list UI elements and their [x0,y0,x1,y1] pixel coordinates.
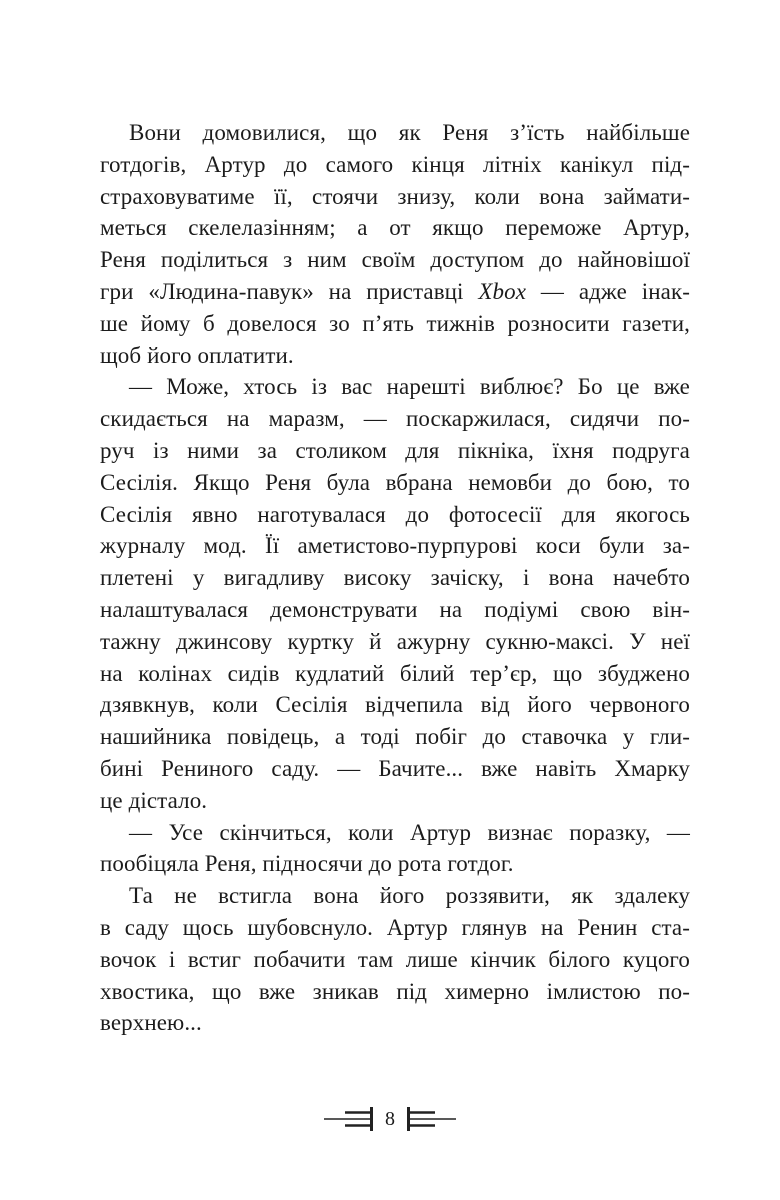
text-line: пообіцяла Реня, підносячи до рота готдог. [100,851,514,877]
text-line: Та не встигла вона його роззявити, як здалеку [129,883,690,909]
text-line: на колінах сидів кудлатий білий тер’єр, що збуджено [100,660,690,686]
text-line: бині Рениного саду. — Бачите... вже навіть Хмарку [100,755,690,781]
text-line: — Усе скінчиться, коли Артур визнає поразку, — [129,819,690,845]
footer-ornament-left-icon [324,1106,374,1132]
text-line: нашийника повідець, а тоді побіг до ставочка у гли- [100,724,690,750]
text-line: страховуватиме її, стоячи знизу, коли вона займати- [100,183,690,209]
page-text [100,117,690,1039]
text-line: тажну джинсову куртку й ажурну сукню-максі. У неї [100,628,690,654]
text-line: Реня поділиться з ним своїм доступом до найновішої [100,247,690,273]
text-line: готдогів, Артур до самого кінця літніх канікул під- [100,151,690,177]
text-line: налаштувалася демонструвати на подіумі свою він- [100,596,690,622]
text-line: руч із ними за столиком для пікніка, їхня подруга [100,437,690,463]
italic-text: Xbox [478,278,527,304]
text-line: це дістало. [100,787,208,813]
text-line: верхнею... [100,1010,202,1036]
footer-ornament-right-icon [406,1106,456,1132]
page-number: 8 [385,1108,395,1130]
text-line: скидається на маразм, — поскаржилася, сидячи по- [100,406,690,432]
text-line: в саду щось шубовснуло. Артур глянув на Ренин ста- [100,914,690,940]
text-line: хвостика, що вже зникав під химерно імлистою по- [100,978,690,1004]
text-line: — Може, хтось із вас нарешті виблює? Бо це вже [129,374,690,400]
text-line: вочок і встиг побачити там лише кінчик білого куцого [100,946,690,972]
text-line: плетені у вигадливу високу зачіску, і вона начебто [100,565,690,591]
page-footer [0,1103,780,1135]
text-line: гри «Людина-павук» на приставці Xbox — адже інак- [100,278,691,304]
text-line: щоб його оплатити. [100,342,294,368]
text-line: меться скелелазінням; а от якщо переможе Артур, [100,215,690,241]
text-line: ше йому б довелося зо п’ять тижнів розносити газети, [100,310,690,336]
text-line: журналу мод. Її аметистово-пурпурові коси були за- [100,533,690,559]
text-line: Сесілія. Якщо Реня була вбрана немовби до бою, то [100,469,690,495]
text-line: дзявкнув, коли Сесілія відчепила від його червоного [100,692,690,718]
text-line: Вони домовилися, що як Реня з’їсть найбільше [129,120,690,145]
text-line: Сесілія явно наготувалася до фотосесії для якогось [100,501,690,527]
